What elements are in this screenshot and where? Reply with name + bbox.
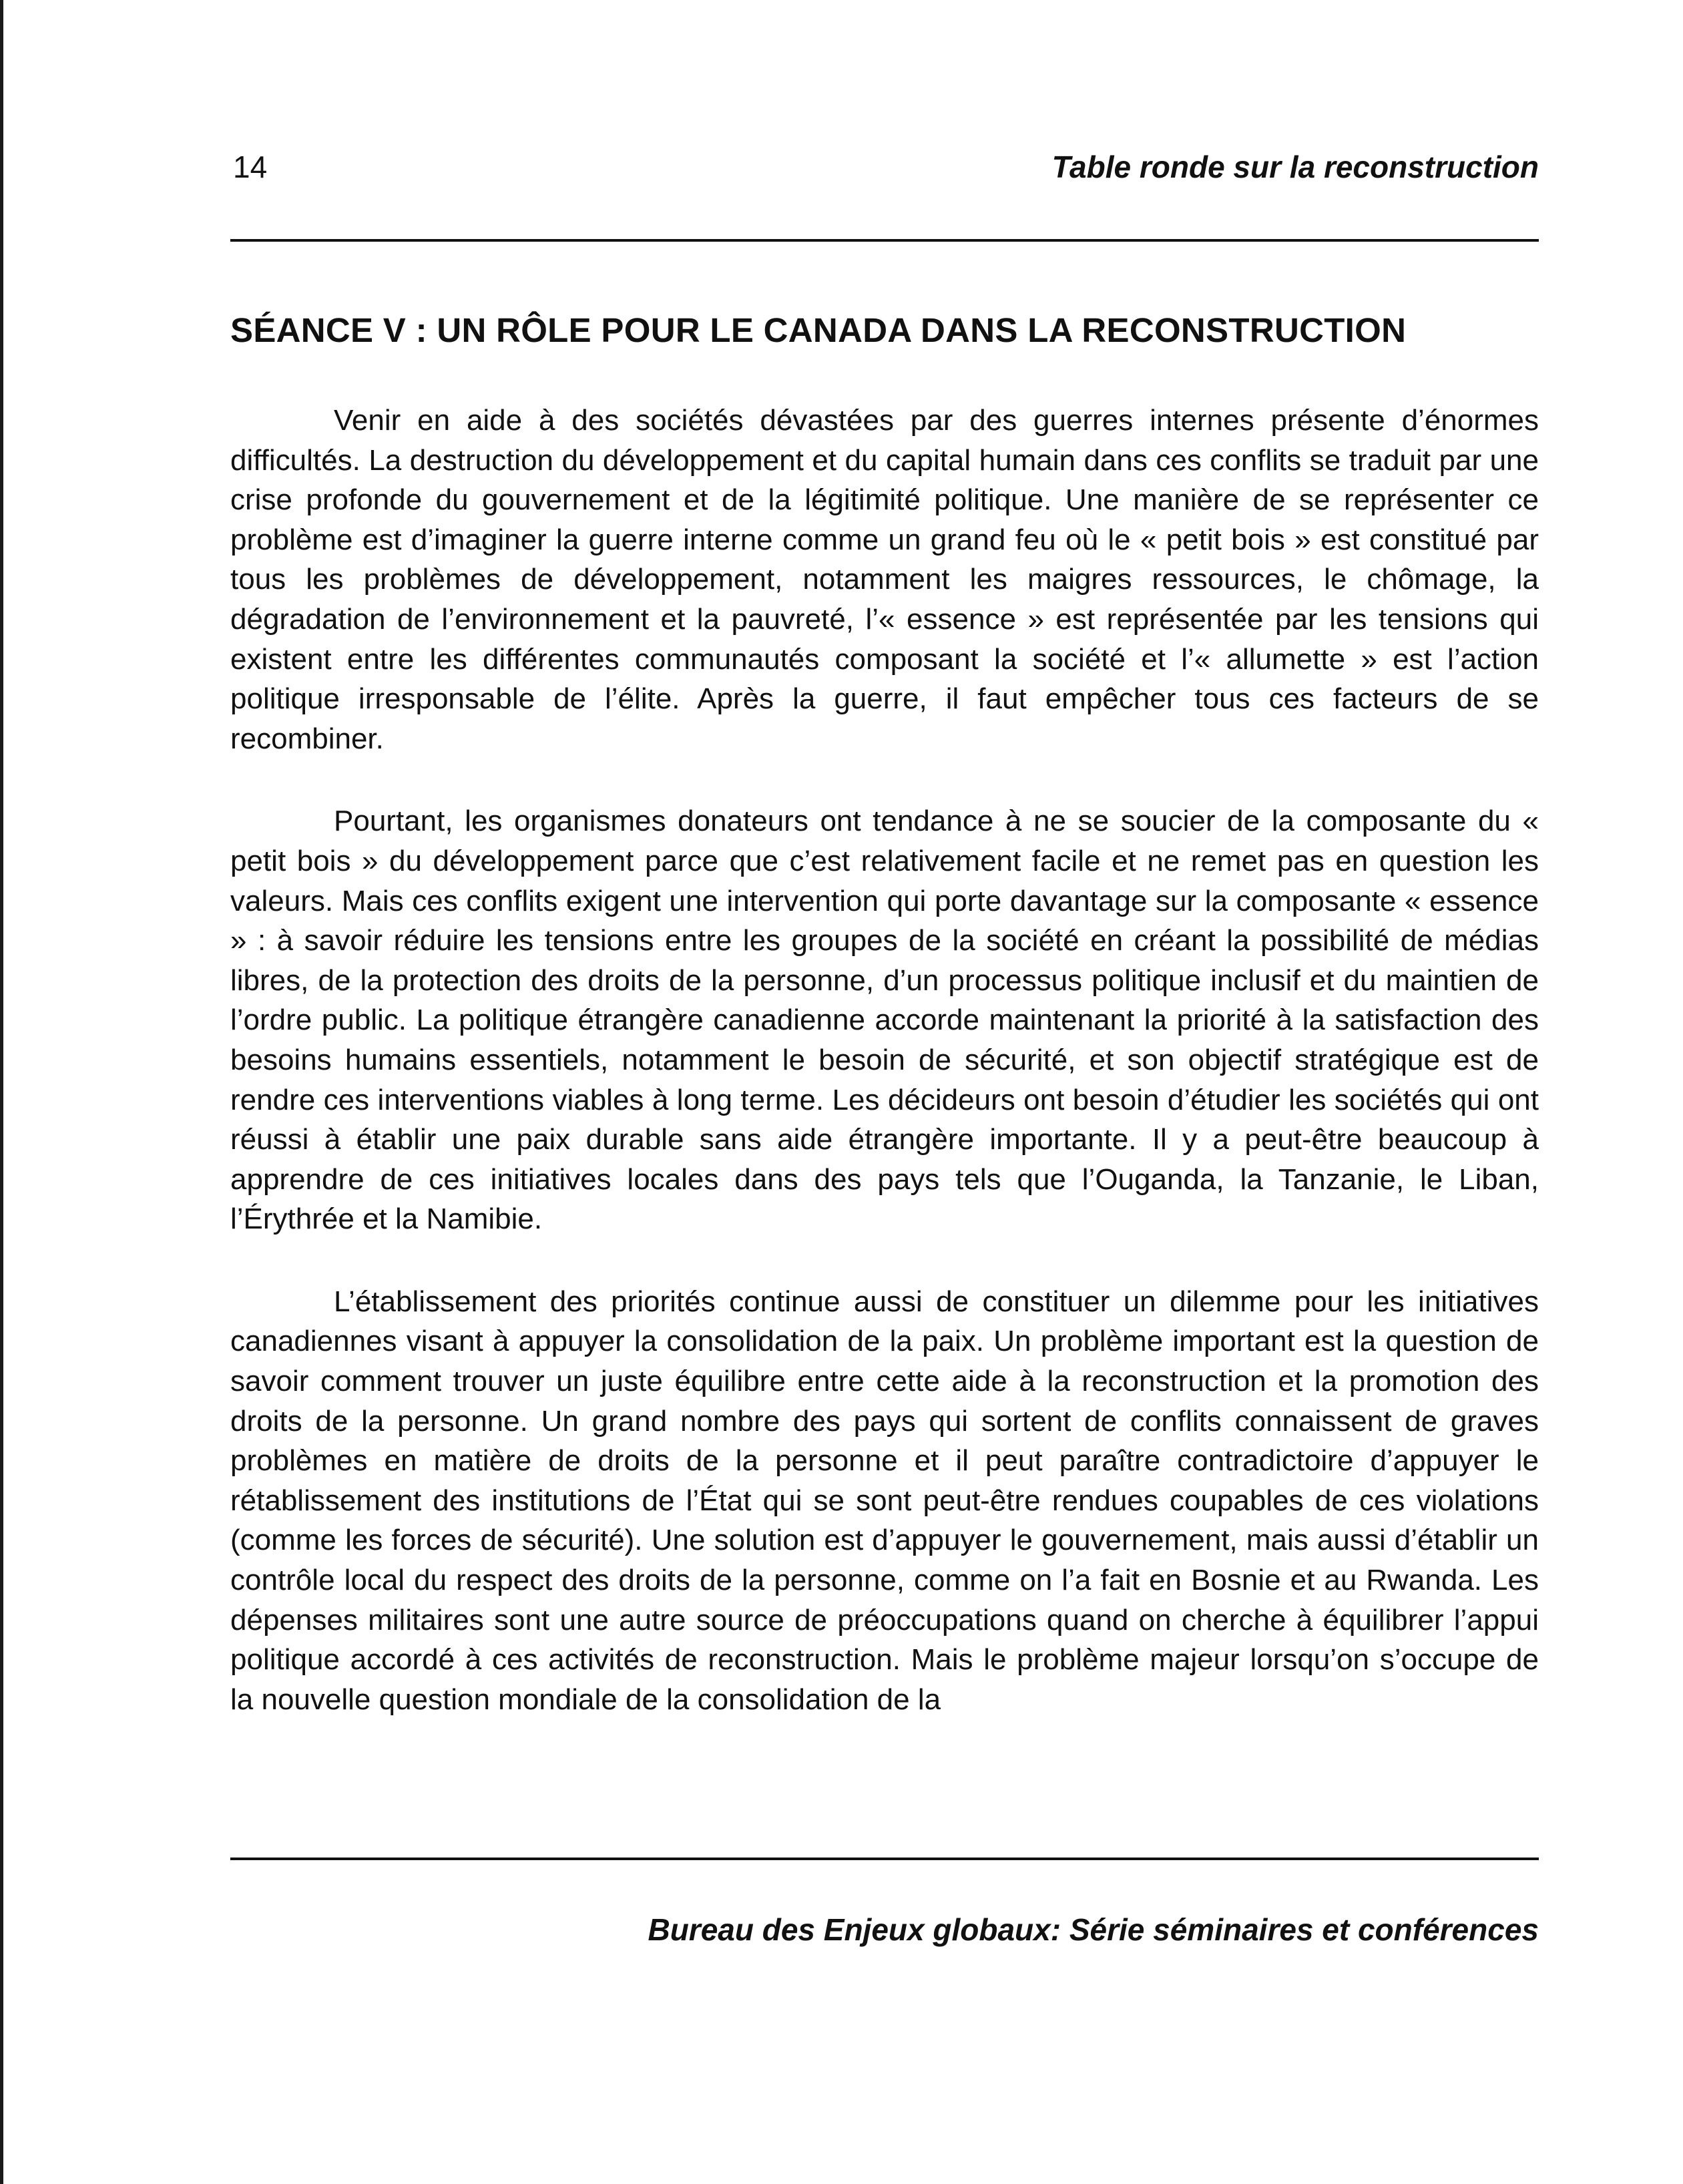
page-header (230, 147, 1539, 194)
body-text (230, 401, 1539, 1762)
footer-series-title: Bureau des Enjeux globaux: Série séminaires et conférences (648, 1912, 1539, 1947)
paragraph-1: Venir en aide à des sociétés dévastées par des guerres internes présente d’énormes difficultés. La destruction du développement et du capital humain dans ces conflits se traduit par une crise profonde du gouvernement et de la légitimité politique. Une manière de se représenter ce problème est d’imaginer la guerre interne comme un grand feu où le « petit bois » est constitué par tous les problèmes de développement, notamment les maigres ressources, le chômage, la dégradation de l’environnement et la pauvreté, l’« essence » est représentée par les tensions qui existent entre les différentes communautés composant la société et l’« allumette » est l’action politique irresponsable de l’élite. Après la guerre, il faut empêcher tous ces facteurs de se recombiner. (230, 404, 1539, 755)
paragraph-2: Pourtant, les organismes donateurs ont tendance à ne se soucier de la composante du « petit bois » du développement parce que c’est relativement facile et ne remet pas en question les valeurs. Mais ces conflits exigent une intervention qui porte davantage sur la composante « essence » : à savoir réduire les tensions entre les groupes de la société en créant la possibilité de médias libres, de la protection des droits de la personne, d’un processus politique inclusif et du maintien de l’ordre public. La politique étrangère canadienne accorde maintenant la priorité à la satisfaction des besoins humains essentiels, notamment le besoin de sécurité, et son objectif stratégique est de rendre ces interventions viables à long terme. Les décideurs ont besoin d’étudier les sociétés qui ont réussi à établir une paix durable sans aide étrangère importante. Il y a peut-être beaucoup à apprendre de ces initiatives locales dans des pays tels que l’Ouganda, la Tanzanie, le Liban, l’Érythrée et la Namibie. (230, 805, 1539, 1236)
footer-rule (230, 1858, 1539, 1860)
section-title: SÉANCE V : UN RÔLE POUR LE CANADA DANS LA RECONSTRUCTION (230, 311, 1407, 349)
paragraph-3: L’établissement des priorités continue aussi de constituer un dilemme pour les initiatives canadiennes visant à appuyer la consolidation de la paix. Un problème important est la question de savoir comment trouver un juste équilibre entre cette aide à la reconstruction et la promotion des droits de la personne. Un grand nombre des pays qui sortent de conflits connaissent de graves problèmes en matière de droits de la personne et il peut paraître contradictoire d’appuyer le rétablissement des institutions de l’État qui se sont peut-être rendues coupables de ces violations (comme les forces de sécurité). Une solution est d’appuyer le gouvernement, mais aussi d’établir un contrôle local du respect des droits de la personne, comme on l’a fait en Bosnie et au Rwanda. Les dépenses militaires sont une autre source de préoccupations quand on cherche à équilibrer l’appui politique accordé à ces activités de reconstruction. Mais le problème majeur lorsqu’on s’occupe de la nouvelle question mondiale de la consolidation de la (230, 1285, 1539, 1716)
page-number: 14 (233, 150, 268, 184)
running-title: Table ronde sur la reconstruction (1051, 150, 1539, 184)
header-rule (230, 239, 1539, 242)
scan-edge (0, 0, 3, 2184)
